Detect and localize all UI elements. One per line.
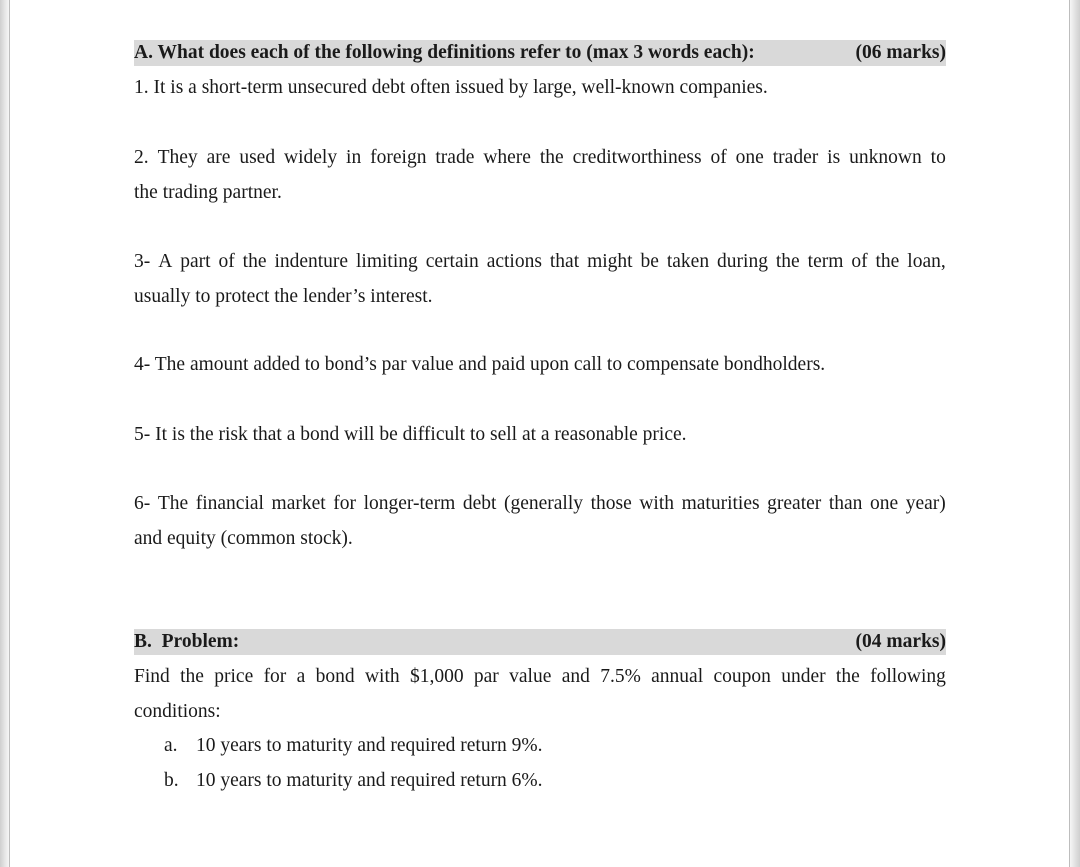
word: and <box>561 666 590 687</box>
word: unknown <box>849 147 922 168</box>
word: of <box>851 251 868 272</box>
word: that <box>549 251 580 272</box>
word: longer-term <box>363 493 456 514</box>
word: during <box>717 251 768 272</box>
word: bond <box>315 666 355 687</box>
question-3-line-1 <box>134 249 946 275</box>
word: actions <box>486 251 542 272</box>
word: widely <box>284 147 338 168</box>
word: for <box>333 493 356 514</box>
word: coupon <box>713 666 771 687</box>
section-b-heading: B. Problem: <box>134 631 240 652</box>
word: with <box>364 666 400 687</box>
word: in <box>346 147 362 168</box>
word: the <box>775 251 800 272</box>
word: year) <box>905 493 946 514</box>
list-item <box>164 733 543 759</box>
question-1: 1. It is a short-term unsecured debt often issued by large, well-known companies. <box>134 77 768 98</box>
word: one <box>735 147 764 168</box>
word: maturities <box>681 493 760 514</box>
word: greater <box>767 493 822 514</box>
word: A <box>158 251 173 272</box>
question-6-line-2: and equity (common stock). <box>134 528 353 549</box>
list-item <box>164 768 543 794</box>
question-2-line-2: the trading partner. <box>134 182 282 203</box>
word: creditworthiness <box>572 147 702 168</box>
word: taken <box>666 251 710 272</box>
word: The <box>157 493 189 514</box>
word: $1,000 <box>409 666 464 687</box>
word: the <box>835 666 860 687</box>
word: indenture <box>274 251 349 272</box>
word: for <box>263 666 287 687</box>
word: following <box>870 666 946 687</box>
word: limiting <box>356 251 418 272</box>
word: where <box>483 147 531 168</box>
section-b-marks: (04 marks) <box>855 631 946 652</box>
word: the <box>539 147 564 168</box>
word: trader <box>772 147 819 168</box>
word: loan, <box>907 251 946 272</box>
word: is <box>827 147 841 168</box>
section-b-heading-bar <box>134 629 946 655</box>
question-3-line-2: usually to protect the lender’s interest. <box>134 286 433 307</box>
word: debt <box>462 493 497 514</box>
word: under <box>781 666 826 687</box>
section-a-heading-bar <box>134 40 946 66</box>
word: 6- <box>134 493 151 514</box>
word: 2. <box>134 147 149 168</box>
word: with <box>639 493 675 514</box>
word: price <box>214 666 254 687</box>
word: 7.5% <box>600 666 641 687</box>
word: the <box>180 666 204 687</box>
word: term <box>807 251 844 272</box>
list-item-text: 10 years to maturity and required return 6%. <box>196 770 543 791</box>
word: Find <box>134 666 170 687</box>
problem-intro-line-2: conditions: <box>134 701 221 722</box>
word: one <box>870 493 899 514</box>
list-marker: b. <box>164 770 179 791</box>
word: a <box>296 666 306 687</box>
word: the <box>242 251 267 272</box>
word: foreign <box>370 147 427 168</box>
word: They <box>157 147 198 168</box>
word: (generally <box>503 493 584 514</box>
list-item-text: 10 years to maturity and required return 9%. <box>196 735 543 756</box>
word: to <box>930 147 946 168</box>
word: might <box>587 251 633 272</box>
section-a-marks: (06 marks) <box>855 42 946 63</box>
word: the <box>875 251 900 272</box>
word: 3- <box>134 251 151 272</box>
word: part <box>180 251 211 272</box>
question-6-line-1 <box>134 491 946 517</box>
word: market <box>271 493 326 514</box>
question-2-line-1 <box>134 145 946 171</box>
word: of <box>710 147 727 168</box>
word: those <box>590 493 632 514</box>
page-edge-right <box>1069 0 1080 867</box>
word: of <box>218 251 235 272</box>
word: certain <box>425 251 479 272</box>
word: trade <box>435 147 475 168</box>
page-edge-left <box>0 0 10 867</box>
word: than <box>828 493 863 514</box>
question-5: 5- It is the risk that a bond will be difficult to sell at a reasonable price. <box>134 424 687 445</box>
word: are <box>206 147 231 168</box>
word: used <box>239 147 276 168</box>
problem-intro-line-1 <box>134 664 946 690</box>
word: be <box>640 251 659 272</box>
list-marker: a. <box>164 735 178 756</box>
word: par <box>473 666 499 687</box>
word: annual <box>651 666 704 687</box>
question-4: 4- The amount added to bond’s par value and paid upon call to compensate bondholders. <box>134 354 826 375</box>
section-a-heading: A. What does each of the following definitions refer to (max 3 words each): <box>134 42 755 63</box>
word: value <box>509 666 552 687</box>
word: financial <box>195 493 264 514</box>
